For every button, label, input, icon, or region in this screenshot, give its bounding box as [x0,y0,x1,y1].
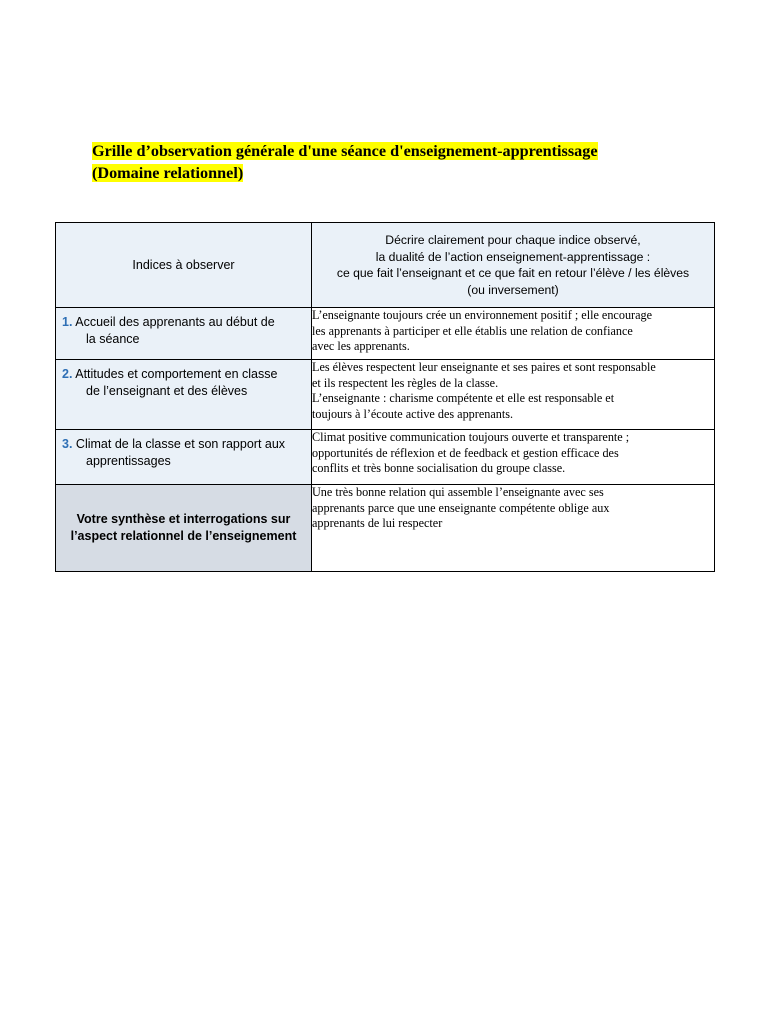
title-line-1: Grille d’observation générale d'une séance d'enseignement-apprentissage [92,142,598,160]
synthesis-row [56,485,715,572]
indicator-cell: 2. Attitudes et comportement en classe de l’enseignant et des élèves [56,360,312,430]
synthesis-label: Votre synthèse et interrogations sur l’aspect relationnel de l’enseignement [56,485,312,572]
indicator-number: 1. [62,315,73,329]
synthesis-answer-cell: Une très bonne relation qui assemble l’enseignante avec ses apprenants parce que une enseignante compétente oblige aux apprenants de lui respecter [312,485,715,572]
header-indicators: Indices à observer [56,223,312,308]
observation-grid-table [55,222,715,572]
indicator-number: 2. [62,367,73,381]
answer-cell: Les élèves respectent leur enseignante et ses paires et sont responsable et ils respectent les règles de la classe. L’enseignante : charisme compétente et elle est responsable et toujours à l’écoute active des apprenants. [312,360,715,430]
title-line-2: (Domaine relationnel) [92,164,244,182]
header-description: Décrire clairement pour chaque indice observé, la dualité de l’action enseignement-apprentissage : ce que fait l’enseignant et ce que fait en retour l’élève / les élèves (ou inversement) [312,223,715,308]
table-row [56,308,715,360]
indicator-cell: 1. Accueil des apprenants au début de la séance [56,308,312,360]
document-title [92,140,598,184]
answer-cell: L’enseignante toujours crée un environnement positif ; elle encourage les apprenants à participer et elle établis une relation de confiance avec les apprenants. [312,308,715,360]
table-row [56,360,715,430]
table-header-row [56,223,715,308]
table-row [56,430,715,485]
answer-cell: Climat positive communication toujours ouverte et transparente ; opportunités de réflexion et de feedback et gestion efficace des conflits et très bonne socialisation du groupe classe. [312,430,715,485]
indicator-cell: 3. Climat de la classe et son rapport aux apprentissages [56,430,312,485]
indicator-number: 3. [62,437,73,451]
